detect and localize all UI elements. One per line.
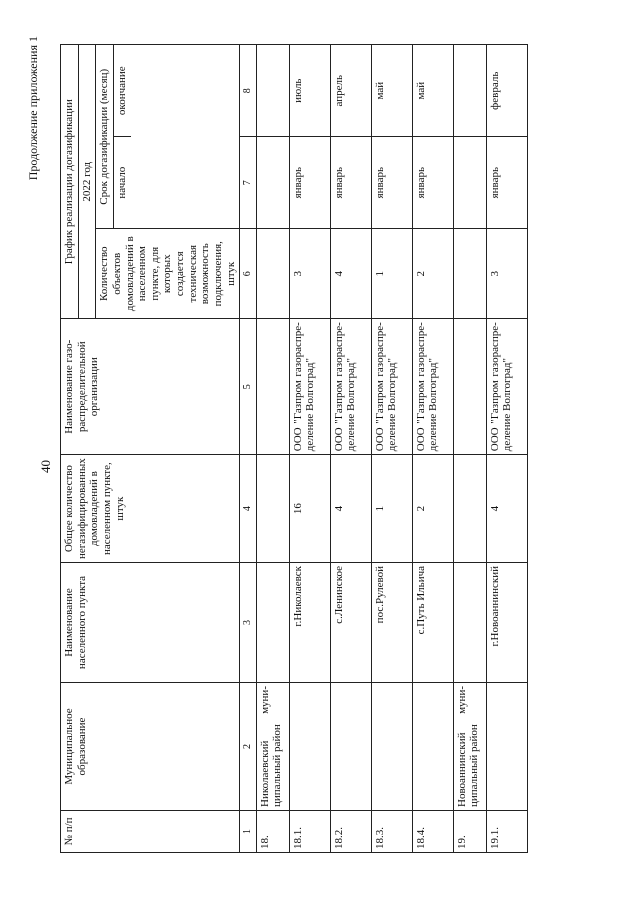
row-objects: 4: [330, 229, 371, 319]
row-end: [256, 45, 289, 137]
header-schedule: График реализации догазификации: [61, 45, 79, 319]
table-row: [453, 45, 486, 853]
row-org: [453, 319, 486, 455]
column-index-7: 7: [240, 137, 257, 229]
column-index-8: 8: [240, 45, 257, 137]
row-end: май: [412, 45, 453, 137]
row-municipality: Николаевский муни-ципальный район: [256, 683, 289, 811]
row-start: январь: [330, 137, 371, 229]
header-end: окончание: [115, 66, 128, 116]
column-index-6: 6: [240, 229, 257, 319]
row-total: 16: [289, 455, 330, 563]
row-start: январь: [371, 137, 412, 229]
row-start: [256, 137, 289, 229]
table-row: [371, 45, 412, 853]
row-num: 19.: [453, 811, 486, 853]
row-num: 18.4.: [412, 811, 453, 853]
row-start: [453, 137, 486, 229]
page-number: 40: [38, 460, 53, 473]
header-num: № п/п: [61, 811, 240, 853]
row-objects: 1: [371, 229, 412, 319]
row-objects: 3: [486, 229, 527, 319]
row-municipality: Новоаннинский муни-ципальный район: [453, 683, 486, 811]
row-org: ООО "Газпром газораспре-деление Волгоград": [330, 319, 371, 455]
column-index-1: 1: [240, 811, 257, 853]
row-settlement: [453, 563, 486, 683]
row-municipality: [289, 683, 330, 811]
row-objects: 2: [412, 229, 453, 319]
row-total: [256, 455, 289, 563]
row-total: 4: [486, 455, 527, 563]
row-end: июль: [289, 45, 330, 137]
row-municipality: [330, 683, 371, 811]
row-org: [256, 319, 289, 455]
row-end: апрель: [330, 45, 371, 137]
table-row: [256, 45, 289, 853]
row-org: ООО "Газпром газораспре-деление Волгоград": [412, 319, 453, 455]
row-objects: [256, 229, 289, 319]
row-num: 18.: [256, 811, 289, 853]
row-total: [453, 455, 486, 563]
header-period-cell: [96, 45, 240, 229]
row-end: май: [371, 45, 412, 137]
row-num: 18.1.: [289, 811, 330, 853]
row-total: 4: [330, 455, 371, 563]
header-settlement: Наименование населенного пункта: [61, 563, 240, 683]
row-org: ООО "Газпром газораспре-деление Волгоград": [486, 319, 527, 455]
column-index-row: [240, 45, 257, 853]
gasification-schedule-table: [60, 44, 528, 853]
table-row: [330, 45, 371, 853]
header-period: Срок догазификации (месяц): [96, 45, 114, 228]
row-num: 19.1.: [486, 811, 527, 853]
column-index-4: 4: [240, 455, 257, 563]
row-start: январь: [412, 137, 453, 229]
row-municipality: [412, 683, 453, 811]
row-settlement: с.Ленинское: [330, 563, 371, 683]
header-period-split: [114, 45, 131, 228]
row-settlement: пос.Рулевой: [371, 563, 412, 683]
row-end: февраль: [486, 45, 527, 137]
column-index-2: 2: [240, 683, 257, 811]
row-start: январь: [486, 137, 527, 229]
row-org: ООО "Газпром газораспре-деление Волгоград": [371, 319, 412, 455]
row-municipality: [371, 683, 412, 811]
table-row: [486, 45, 527, 853]
row-municipality: [486, 683, 527, 811]
row-objects: [453, 229, 486, 319]
row-settlement: [256, 563, 289, 683]
row-settlement: г.Новоаннинский: [486, 563, 527, 683]
header-gas-org: Наименование газо-распределительной организации: [61, 319, 240, 455]
row-settlement: г.Николаевск: [289, 563, 330, 683]
table-row: [412, 45, 453, 853]
row-objects: 3: [289, 229, 330, 319]
header-row-1: [61, 45, 79, 853]
row-num: 18.2.: [330, 811, 371, 853]
row-total: 2: [412, 455, 453, 563]
header-start: начало: [114, 136, 131, 228]
continuation-label: Продолжение приложения 1: [26, 36, 40, 181]
row-org: ООО "Газпром газораспре-деление Волгоград": [289, 319, 330, 455]
row-total: 1: [371, 455, 412, 563]
column-index-5: 5: [240, 319, 257, 455]
row-end: [453, 45, 486, 137]
row-num: 18.3.: [371, 811, 412, 853]
header-municipality: Муниципальное образование: [61, 683, 240, 811]
table-row: [289, 45, 330, 853]
row-start: январь: [289, 137, 330, 229]
column-index-3: 3: [240, 563, 257, 683]
header-year: 2022 год: [78, 45, 96, 319]
row-settlement: с.Путь Ильича: [412, 563, 453, 683]
header-households-total: Общее количество негазифицированных домовладений в населенном пункте, штук: [61, 455, 240, 563]
header-objects-count: Количество объектов домовладений в населенном пункте, для которых создается техническая возможность подключения, штук: [96, 229, 240, 319]
